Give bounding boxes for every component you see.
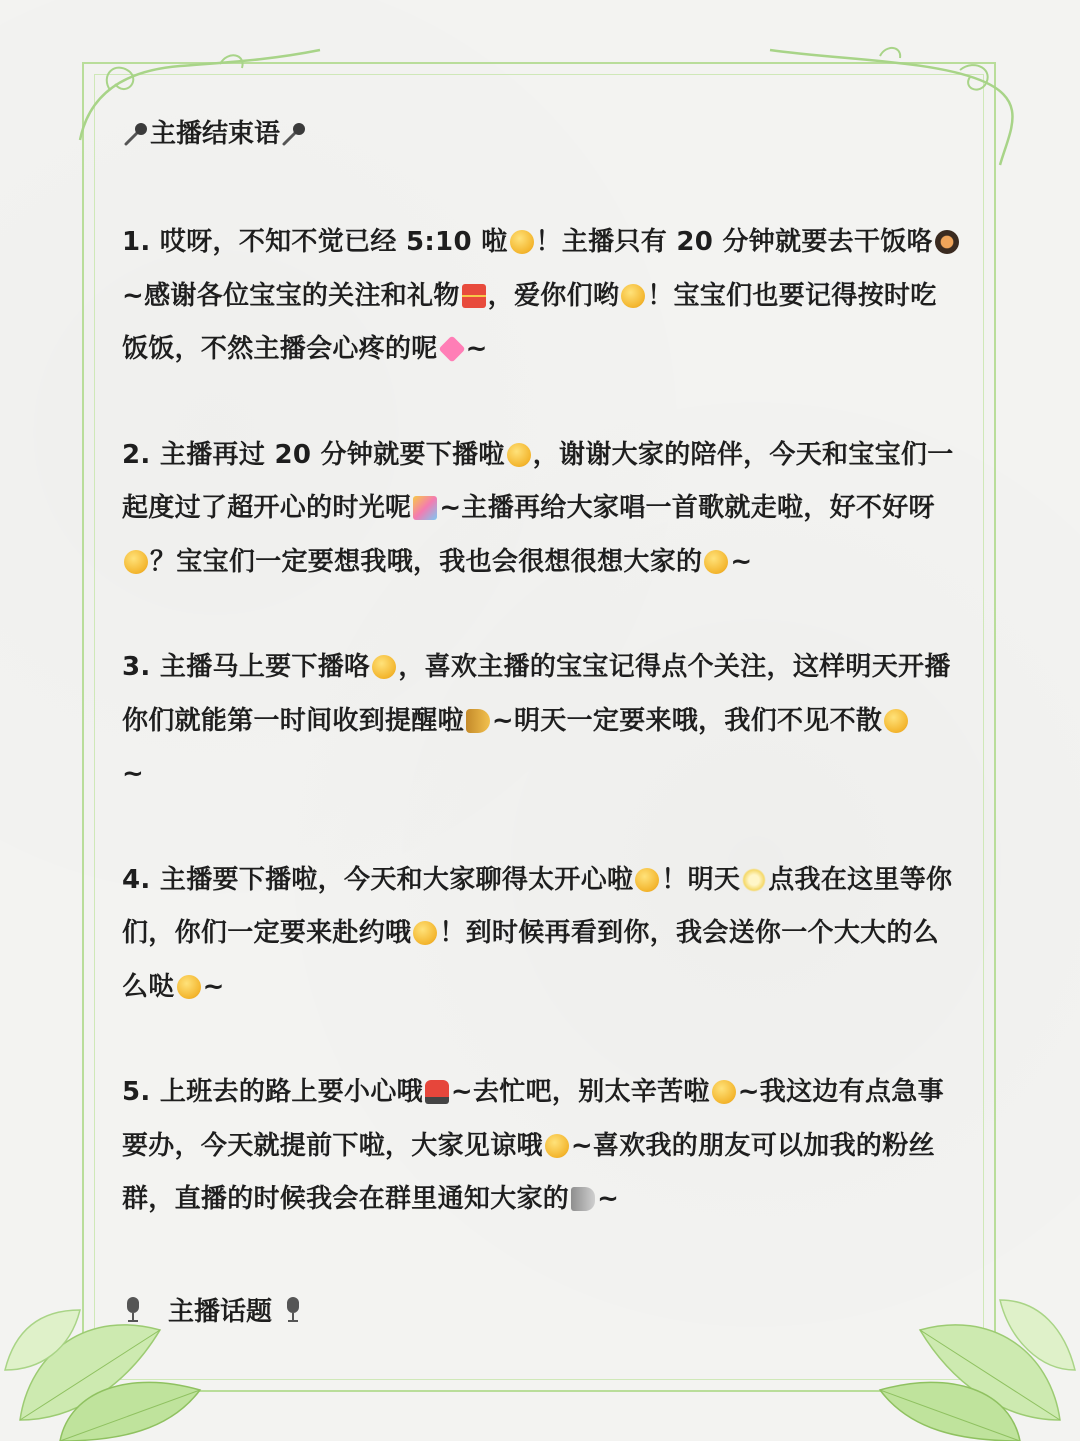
list-item: 4. 主播要下播啦，今天和大家聊得太开心啦 ！明天 点我在这里等你们，你们一定要来赴约哦 ！到时候再看到你，我会送你一个大大的么么哒 ~: [122, 864, 953, 1002]
kiss-emoji-icon: [413, 921, 437, 945]
heart-emoji-icon: [438, 335, 465, 362]
leaves-bottom-right-icon: [830, 1270, 1080, 1441]
tongue-emoji-icon: [507, 443, 531, 467]
megaphone-emoji-icon: [466, 709, 490, 733]
kiss-emoji-icon: [621, 284, 645, 308]
list-item: 1. 哎呀，不知不觉已经 5:10 啦 ！主播只有 20 分钟就要去干饭咯~感谢各位宝宝的关注和礼物 ，爱你们哟 ！宝宝们也要记得按时吃饭饭，不然主播会心疼的呢 ~: [122, 216, 962, 377]
kissing-emoji-icon: [177, 975, 201, 999]
loudspeaker-emoji-icon: [571, 1187, 595, 1211]
smiling-emoji-icon: [510, 230, 534, 254]
studio-microphone-icon: [122, 1295, 144, 1323]
main-content: [122, 110, 962, 1227]
microphone-icon: [122, 120, 150, 148]
list-item: 2. 主播再过 20 分钟就要下播啦 ，谢谢大家的陪伴，今天和宝宝们一起度过了超开心的时光呢 ~主播再给大家唱一首歌就走啦，好不好呀？宝宝们一定要想我哦，我也会很想很想大家的 ~: [122, 439, 954, 577]
grin-emoji-icon: [635, 868, 659, 892]
sparkles-emoji-icon: [742, 868, 766, 892]
kiss-emoji-icon: [712, 1080, 736, 1104]
pan-emoji-icon: [935, 230, 959, 254]
title-text: 主播结束语: [150, 119, 281, 149]
party-emoji-icon: [413, 496, 437, 520]
footer-section-title: [122, 1287, 304, 1331]
list-item: 5. 上班去的路上要小心哦 ~去忙吧，别太辛苦啦 ~我这边有点急事要办，今天就提前下啦，大家见谅哦 ~喜欢我的朋友可以加我的粉丝群，直播的时候我会在群里通知大家的 ~: [122, 1077, 944, 1214]
hearts-face-emoji-icon: [704, 550, 728, 574]
list-item: 3. 主播马上要下播咯 ，喜欢主播的宝宝记得点个关注，这样明天开播你们就能第一时间收到提醒啦 ~明天一定要来哦，我们不见不散 ~: [122, 652, 951, 789]
gift-emoji-icon: [462, 284, 486, 308]
starstruck-emoji-icon: [884, 709, 908, 733]
tongue-emoji-icon: [545, 1134, 569, 1158]
page-title: [122, 110, 962, 158]
footer-title-text: 主播话题: [168, 1296, 273, 1327]
studio-microphone-icon: [282, 1295, 304, 1323]
microphone-icon: [280, 120, 308, 148]
car-emoji-icon: [425, 1080, 449, 1104]
kiss-emoji-icon: [124, 550, 148, 574]
hug-emoji-icon: [372, 655, 396, 679]
